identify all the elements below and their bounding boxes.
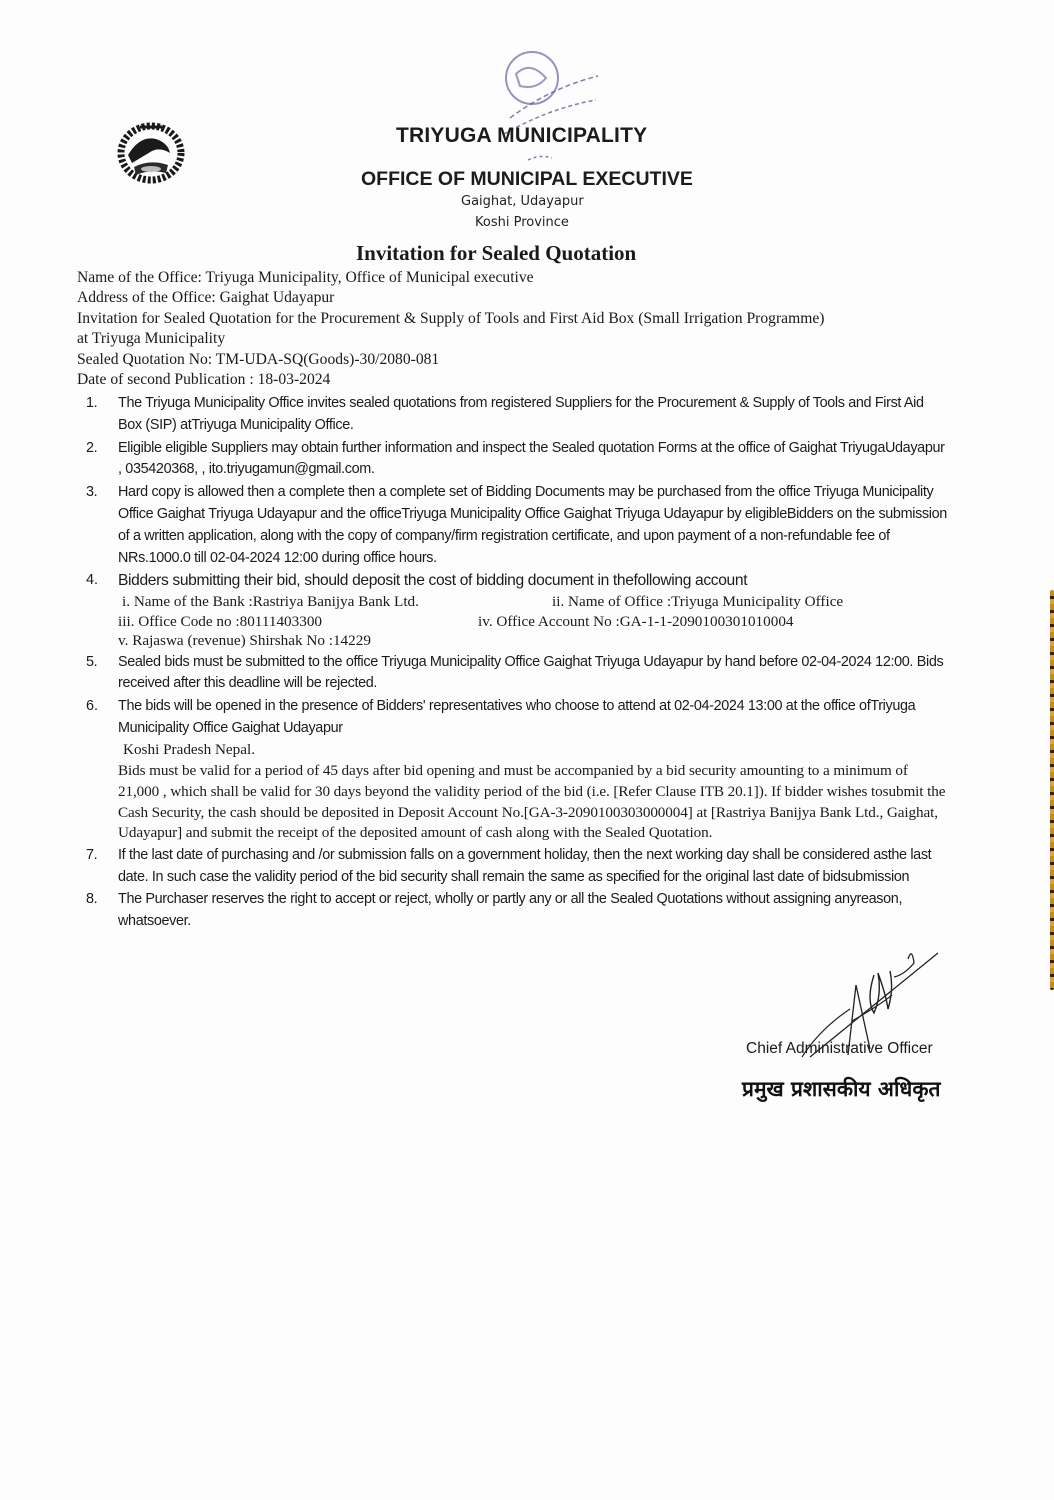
document-title: Invitation for Sealed Quotation — [356, 241, 637, 265]
list-item — [78, 482, 948, 569]
list-item — [78, 696, 948, 843]
item-text: The Purchaser reserves the right to accept or reject, wholly or partly any or all the Sealed Quotations without assigning anyreason, whatsoever. — [118, 891, 903, 930]
signatory-title: Chief Administrative Officer — [746, 1040, 933, 1057]
opening-location: Koshi Pradesh Nepal. — [123, 740, 256, 758]
list-item — [78, 845, 948, 889]
item-number: 6. — [86, 698, 99, 715]
item-text: The bids will be opened in the presence of Bidders' representatives who choose to attend at 02-04-2024 13:00 at the office ofTriyuga Municipality Office Gaighat Udayapur — [118, 698, 916, 737]
item-text: Eligible eligible Suppliers may obtain further information and inspect the Sealed quotation Forms at the office of Gaighat TriyugaUdayapur , 035420368, , ito.triyugamun@gmail.com. — [118, 439, 945, 478]
office-account-number: iv. Office Account No :GA-1-1-2090100301010004 — [478, 612, 794, 630]
item-number: 8. — [86, 891, 98, 908]
bid-validity-text: Bids must be valid for a period of 45 days after bid opening and must be accompanied by a bid security amounting to a minimum of 21,000 , which shall be valid for 30 days beyond the validity period of the bid (i.e. [Refer Clause ITB 20.1]). If bidder wishes tosubmit the Cash Security, the cash should be deposited in Deposit Account No.[GA-3-2090100303000004] at [Rastriya Banijya Bank Ltd., Gaighat, Udayapur] and submit the receipt of the deposited amount of cash along with the Sealed Quotation. — [118, 762, 946, 842]
account-office-name: ii. Name of Office :Triyuga Municipality Office — [552, 593, 844, 611]
item-number: 4. — [86, 572, 99, 589]
office-address-line2: Koshi Province — [475, 215, 569, 230]
meta-publication-date: Date of second Publication : 18-03-2024 — [77, 371, 331, 389]
bank-name: i. Name of the Bank :Rastriya Banijya Bank Ltd. — [122, 593, 419, 611]
signatory-title-nepali: प्रमुख प्रशासकीय अधिकृत — [742, 1077, 941, 1101]
document-meta — [77, 268, 957, 390]
meta-invitation-line2: at Triyuga Municipality — [77, 330, 226, 348]
terms-list — [78, 393, 948, 933]
meta-office-name: Name of the Office: Triyuga Municipality, Office of Municipal executive — [77, 269, 534, 286]
list-item — [78, 393, 948, 437]
item-text: Bidders submitting their bid, should deposit the cost of bidding document in thefollowing account — [118, 572, 748, 590]
item-text: The Triyuga Municipality Office invites sealed quotations from registered Suppliers for the Procurement & Supply of Tools and First Aid Box (SIP) atTriyuga Municipality Office. — [118, 395, 924, 433]
meta-invitation-line1: Invitation for Sealed Quotation for the Procurement & Supply of Tools and First Aid Box (Small Irrigation Programme) — [77, 309, 825, 327]
meta-office-address: Address of the Office: Gaighat Udayapur — [77, 289, 335, 307]
office-code: iii. Office Code no :80111403300 — [118, 612, 323, 630]
office-address-line1: Gaighat, Udayapur — [461, 194, 584, 209]
list-item — [78, 889, 948, 933]
revenue-head-number: v. Rajaswa (revenue) Shirshak No :14229 — [118, 632, 371, 650]
bank-account-details — [118, 592, 948, 651]
item-number: 3. — [86, 484, 98, 501]
scan-edge-strip — [1050, 590, 1054, 990]
municipality-name: TRIYUGA MUNICIPALITY — [396, 124, 648, 147]
nepal-government-emblem-icon — [112, 117, 190, 185]
item-text: Hard copy is allowed then a complete then a complete set of Bidding Documents may be purchased from the office Triyuga Municipality Office Gaighat Triyuga Udayapur and the officeTriyuga Municipality Office Gaighat Triyuga Udayapur by eligibleBidders on the submission of a written application, along with the copy of company/firm registration certificate, and upon payment of a non-refundable fee of NRs.1000.0 till 02-04-2024 12:00 during office hours. — [118, 484, 947, 566]
list-item — [78, 570, 948, 650]
item-number: 5. — [86, 653, 98, 670]
item-number: 2. — [86, 439, 98, 456]
list-item — [78, 652, 948, 696]
list-item — [78, 438, 948, 482]
meta-quotation-number: Sealed Quotation No: TM-UDA-SQ(Goods)-30/2080-081 — [77, 350, 440, 368]
item-number: 1. — [86, 395, 98, 411]
item-text: If the last date of purchasing and /or submission falls on a government holiday, then the next working day shall be considered asthe last date. In such case the validity period of the bid security shall remain the same as specified for the original last date of bidsubmission — [118, 846, 932, 885]
item-text: Sealed bids must be submitted to the office Triyuga Municipality Office Gaighat Triyuga Udayapur by hand before 02-04-2024 12:00. Bids received after this deadline will be rejected. — [118, 653, 944, 692]
item-number: 7. — [86, 846, 98, 863]
municipal-office-stamp-icon — [480, 38, 610, 178]
office-name: OFFICE OF MUNICIPAL EXECUTIVE — [361, 168, 693, 190]
